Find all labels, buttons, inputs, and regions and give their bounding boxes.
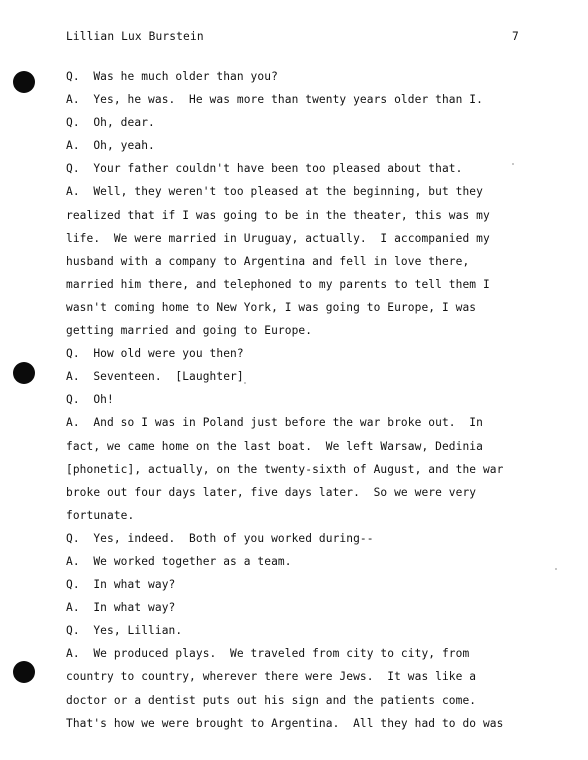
transcript-line: [phonetic], actually, on the twenty-sixth of August, and the war xyxy=(66,462,504,476)
punch-hole-bottom xyxy=(13,661,35,683)
transcript-line: Q. In what way? xyxy=(66,578,176,592)
transcript-line: A. In what way? xyxy=(66,601,176,615)
transcript-line: broke out four days later, five days later. So we were very xyxy=(66,485,477,499)
transcript-line: realized that if I was going to be in the theater, this was my xyxy=(66,208,490,222)
transcript-line: married him there, and telephoned to my parents to tell them I xyxy=(66,277,490,291)
transcript-line: A. Oh, yeah. xyxy=(66,139,155,153)
transcript-line: A. Yes, he was. He was more than twenty years older than I. xyxy=(66,93,483,107)
transcript-line: Q. Was he much older than you? xyxy=(66,70,278,83)
transcript-line: husband with a company to Argentina and fell in love there, xyxy=(66,254,470,268)
transcript-line: Q. Yes, Lillian. xyxy=(66,624,183,638)
transcript-line: getting married and going to Europe. xyxy=(66,324,313,338)
transcript-line: Q. How old were you then? xyxy=(66,347,244,361)
punch-hole-top xyxy=(13,71,35,93)
transcript-line: fact, we came home on the last boat. We left Warsaw, Dedinia xyxy=(66,439,483,453)
transcript-line: A. And so I was in Poland just before the war broke out. In xyxy=(66,416,483,430)
punch-hole-middle xyxy=(13,362,35,384)
transcript-body xyxy=(66,65,536,735)
scan-speck xyxy=(555,568,557,570)
transcript-line: doctor or a dentist puts out his sign and the patients come. xyxy=(66,693,477,707)
transcript-line: life. We were married in Uruguay, actually. I accompanied my xyxy=(66,231,490,245)
transcript-line: Q. Yes, indeed. Both of you worked during-- xyxy=(66,531,374,545)
transcript-line: A. We worked together as a team. xyxy=(66,554,292,568)
header-interviewee-name: Lillian Lux Burstein xyxy=(66,30,204,43)
transcript-line: A. We produced plays. We traveled from city to city, from xyxy=(66,647,470,661)
transcript-line: That's how we were brought to Argentina. All they had to do was xyxy=(66,716,504,730)
transcript-line: A. Well, they weren't too pleased at the beginning, but they xyxy=(66,185,483,199)
transcript-line: wasn't coming home to New York, I was going to Europe, I was xyxy=(66,300,477,314)
transcript-line: A. Seventeen. [Laughter] xyxy=(66,370,244,384)
transcript-line: Q. Oh, dear. xyxy=(66,116,155,130)
header-page-number: 7 xyxy=(512,30,519,43)
transcript-line: Q. Oh! xyxy=(66,393,114,407)
transcript-line: country to country, wherever there were Jews. It was like a xyxy=(66,670,477,684)
transcript-line: Q. Your father couldn't have been too pleased about that. xyxy=(66,162,463,176)
transcript-line: fortunate. xyxy=(66,508,135,522)
